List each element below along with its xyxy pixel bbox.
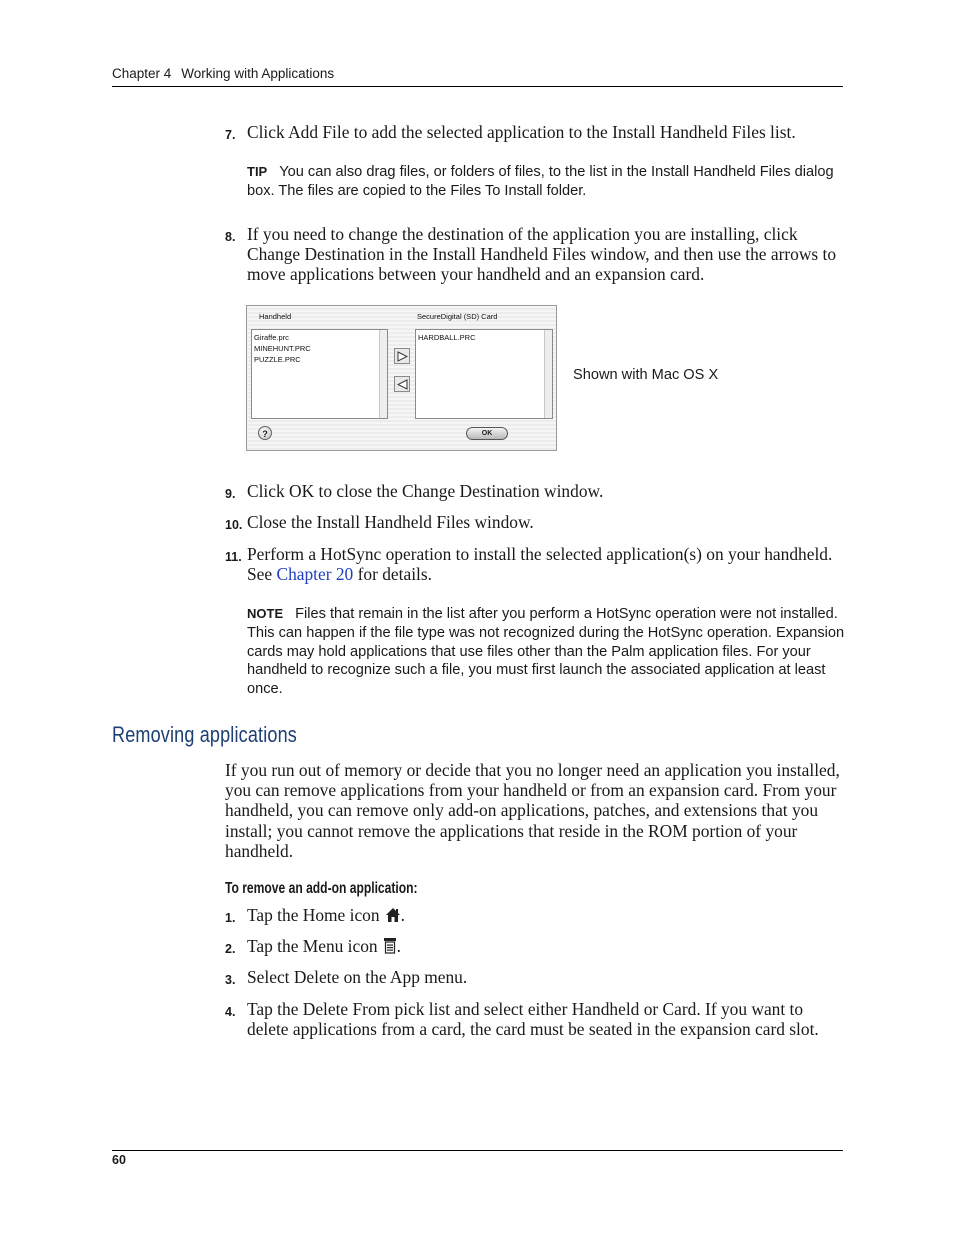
- step-text: Click Add File to add the selected application to the Install Handheld Files list.: [247, 122, 796, 142]
- running-header: [112, 66, 334, 81]
- step-7: [225, 122, 845, 142]
- step-text: Tap the Delete From pick list and select either Handheld or Card. If you want to delete applications from a card, the card must be seated in the expansion card slot.: [247, 999, 819, 1040]
- tip-label: TIP: [247, 164, 268, 179]
- list-item[interactable]: Giraffe.prc: [254, 333, 289, 342]
- list-item[interactable]: PUZZLE.PRC: [254, 355, 301, 364]
- tip-text: You can also drag files, or folders of files, to the list in the Install Handheld Files dialog box. The files are copied to the Files To Install folder.: [247, 164, 834, 199]
- step-number: 7.: [225, 128, 236, 142]
- help-button[interactable]: ?: [258, 426, 272, 440]
- section-heading: Removing applications: [112, 722, 297, 747]
- handheld-file-list[interactable]: [251, 329, 388, 419]
- remove-step-3: [225, 967, 845, 987]
- change-destination-dialog: [246, 305, 557, 451]
- note-label: NOTE: [247, 606, 284, 621]
- step-text: If you need to change the destination of the application you are installing, click Change Destination in the Install Handheld Files window, and then use the arrows to move applications between your handheld and an expansion card.: [247, 224, 837, 285]
- chapter-label: Chapter 4: [112, 66, 172, 81]
- step-text-after: for details.: [353, 564, 432, 585]
- step-number: 11.: [225, 550, 242, 564]
- step-10: [225, 512, 845, 532]
- scrollbar[interactable]: [544, 330, 552, 418]
- list-item[interactable]: HARDBALL.PRC: [418, 333, 476, 342]
- step-number: 1.: [225, 911, 236, 925]
- section-intro: If you run out of memory or decide that you no longer need an application you installed, you can remove applications from your handheld or from an expansion card. From your handheld, you can remove only add-on applications, patches, and extensions that you install; you cannot remove the applications that reside in the ROM portion of your handheld.: [225, 760, 840, 861]
- scrollbar[interactable]: [379, 330, 387, 418]
- step-8: [225, 224, 845, 285]
- move-to-handheld-button[interactable]: [394, 376, 410, 392]
- home-icon: [385, 907, 401, 927]
- note-text: Files that remain in the list after you perform a HotSync operation were not installed. This can happen if the file type was not recognized during the HotSync operation. Expansion cards may hold applications that use files other than the Palm application files. For your handheld to recognize such a file, you must first launch the associated application at least once.: [247, 606, 845, 698]
- arrow-right-icon: [397, 351, 408, 362]
- menu-icon: [383, 937, 397, 958]
- step-text-before: Perform a HotSync operation to install the selected application(s) on your handheld. See: [247, 544, 833, 585]
- footer-rule: [112, 1150, 843, 1151]
- step-text-main: Tap the Menu icon: [247, 936, 378, 956]
- step-number: 4.: [225, 1005, 236, 1019]
- remove-step-2: [225, 936, 845, 958]
- step-number: 2.: [225, 942, 236, 956]
- step-9: [225, 481, 845, 501]
- step-number: 9.: [225, 487, 236, 501]
- arrow-left-icon: [397, 379, 408, 390]
- step-11: [225, 544, 845, 584]
- step-text: [247, 544, 845, 584]
- step-text: Select Delete on the App menu.: [247, 967, 468, 987]
- figure-caption: Shown with Mac OS X: [573, 367, 719, 383]
- page-number: 60: [112, 1153, 126, 1167]
- handheld-list-label: Handheld: [259, 312, 292, 321]
- step-text-suffix: .: [396, 936, 401, 956]
- ok-button[interactable]: OK: [466, 427, 508, 440]
- header-rule: [112, 86, 843, 87]
- step-text: Click OK to close the Change Destination window.: [247, 481, 604, 501]
- step-text-main: Tap the Home icon: [247, 905, 380, 925]
- remove-step-1: [225, 905, 845, 927]
- card-file-list[interactable]: [415, 329, 553, 419]
- step-text: [247, 936, 845, 958]
- note-box: [247, 605, 847, 699]
- chapter-title: Working with Applications: [181, 66, 335, 81]
- step-text: [247, 905, 845, 927]
- step-number: 8.: [225, 230, 236, 244]
- remove-step-4: [225, 999, 845, 1039]
- chapter-20-link[interactable]: Chapter 20: [276, 564, 354, 585]
- step-text-suffix: .: [400, 905, 405, 925]
- tip-box: [247, 163, 847, 201]
- procedure-title: To remove an add-on application:: [225, 880, 418, 897]
- step-text: Close the Install Handheld Files window.: [247, 512, 534, 532]
- step-number: 3.: [225, 973, 236, 987]
- list-item[interactable]: MINEHUNT.PRC: [254, 344, 311, 353]
- step-number: 10.: [225, 518, 243, 532]
- move-to-card-button[interactable]: [394, 348, 410, 364]
- card-list-label: SecureDigital (SD) Card: [417, 312, 498, 321]
